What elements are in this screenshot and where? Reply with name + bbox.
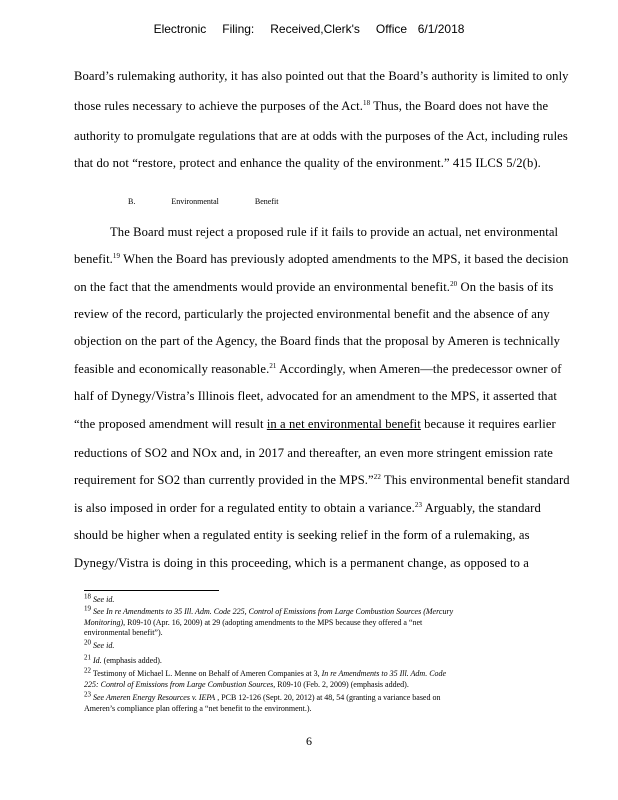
body-line: The Board must reject a proposed rule if it fails to provide an actual, net environmental (110, 225, 559, 239)
footnote-ref[interactable]: 18 (362, 98, 371, 107)
footnote-19-cont (84, 618, 422, 628)
body-line: review of the record, particularly the projected environmental benefit and the absence of any (74, 307, 550, 321)
footnote-text: , R09-10 (Feb. 2, 2009) (emphasis added). (273, 680, 409, 689)
footnote-21 (84, 653, 162, 666)
body-line: reductions of SO2 and NOx and, in 2017 and thereafter, an even more stringent emission rate (74, 446, 553, 460)
body-line (74, 280, 553, 295)
body-line (74, 501, 541, 516)
footnote-text: See id. (93, 641, 115, 650)
body-line: objection on the part of the Agency, the Board finds that the proposal by Ameren is technically (74, 334, 561, 348)
body-text: feasible and economically reasonable. (74, 362, 270, 376)
footnote-text: See id. (93, 595, 115, 604)
footnote-23-cont: Ameren’s compliance plan offering a “net benefit to the environment.). (84, 704, 312, 713)
footnote-text: In re Amendments to 35 Ill. Adm. Code (321, 669, 447, 678)
body-line (74, 252, 569, 267)
body-line: Board’s rulemaking authority, it has also pointed out that the Board’s authority is limited to only (74, 69, 569, 83)
body-text: Accordingly, when Ameren—the predecessor owner of (279, 362, 562, 376)
footnote-ref[interactable]: 21 (269, 361, 277, 370)
footnote-22-cont (84, 680, 409, 690)
footnote-23 (84, 690, 441, 703)
footnote-ref[interactable]: 20 (450, 279, 458, 288)
body-text: When the Board has previously adopted amendments to the MPS, it based the decision (123, 252, 569, 266)
section-heading (128, 197, 312, 206)
footnote-ref[interactable]: 23 (414, 500, 423, 509)
body-text: is also imposed in order for a regulated entity to obtain a variance. (74, 501, 415, 515)
body-text: on the fact that the amendments would provide an environmental benefit. (74, 280, 451, 294)
body-text: Arguably, the standard (424, 501, 541, 515)
footnote-text: 225: Control of Emissions from Large Combustion Sources (84, 680, 274, 689)
footnote-number: 19 (84, 604, 91, 613)
footnote-text: Monitoring) (84, 618, 124, 627)
body-line (74, 99, 548, 114)
footnote-22 (84, 666, 447, 679)
footnote-divider (84, 590, 219, 591)
body-line: half of Dynegy/Vistra’s Illinois fleet, advocated for an amendment to the MPS, it asserted that (74, 389, 557, 403)
footnote-number: 23 (84, 690, 91, 699)
emphasized-text: in a net environmental benefit (266, 417, 421, 431)
section-title: Benefit (254, 197, 279, 206)
footnote-ref[interactable]: 19 (112, 251, 121, 260)
body-line (74, 417, 556, 432)
footnote-text: See Ameren Energy Resources v. IEPA (93, 693, 216, 702)
footnote-number: 20 (84, 638, 91, 647)
body-text: Thus, the Board does not have the (373, 99, 549, 113)
footnote-number: 18 (84, 592, 91, 601)
body-text: “the proposed amendment will result (74, 417, 267, 431)
footnote-19 (84, 604, 454, 617)
body-line (74, 362, 562, 377)
filing-header: Electronic Filing: Received,Clerk's Office 6/1/2018 (153, 22, 465, 36)
footnote-text: Id. (93, 656, 102, 665)
footnote-text: , R09-10 (Apr. 16, 2009) at 29 (adopting amendments to the MPS because they offered a “net (123, 618, 423, 627)
page-number: 6 (306, 734, 312, 748)
footnote-ref[interactable]: 22 (373, 472, 381, 481)
body-line: should be higher when a regulated entity is seeking relief in the form of a rulemaking, as (74, 528, 530, 542)
section-title: Environmental (171, 197, 219, 206)
body-text: This environmental benefit standard (383, 473, 570, 487)
footnote-number: 22 (84, 666, 91, 675)
body-line: authority to promulgate regulations that are at odds with the purposes of the Act, including rules (74, 129, 568, 143)
body-text: benefit. (74, 252, 113, 266)
footnote-19-cont: environmental benefit”). (84, 628, 163, 637)
body-text: On the basis of its (460, 280, 554, 294)
footnote-text: See In re Amendments to 35 Ill. Adm. Code 225, Control of Emissions from Large Combustion Sources (Mercury (93, 607, 454, 616)
body-line (74, 473, 570, 488)
body-text: those rules necessary to achieve the purposes of the Act. (74, 99, 363, 113)
footnote-text: Testimony of Michael L. Menne on Behalf of Ameren Companies at 3, (92, 669, 322, 678)
footnote-number: 21 (84, 653, 91, 662)
body-text: because it requires earlier (420, 417, 556, 431)
section-letter: B. (128, 197, 136, 206)
footnote-20 (84, 638, 115, 651)
body-line: Dynegy/Vistra is doing in this proceeding, which is a permanent change, as opposed to a (74, 556, 529, 570)
footnote-text: (emphasis added). (101, 656, 162, 665)
body-line: that do not “restore, protect and enhance the quality of the environment.” 415 ILCS 5/2(b). (74, 156, 541, 170)
footnote-text: , PCB 12-126 (Sept. 20, 2012) at 48, 54 (granting a variance based on (215, 693, 441, 702)
body-text: requirement for SO2 than currently provided in the MPS.” (74, 473, 374, 487)
